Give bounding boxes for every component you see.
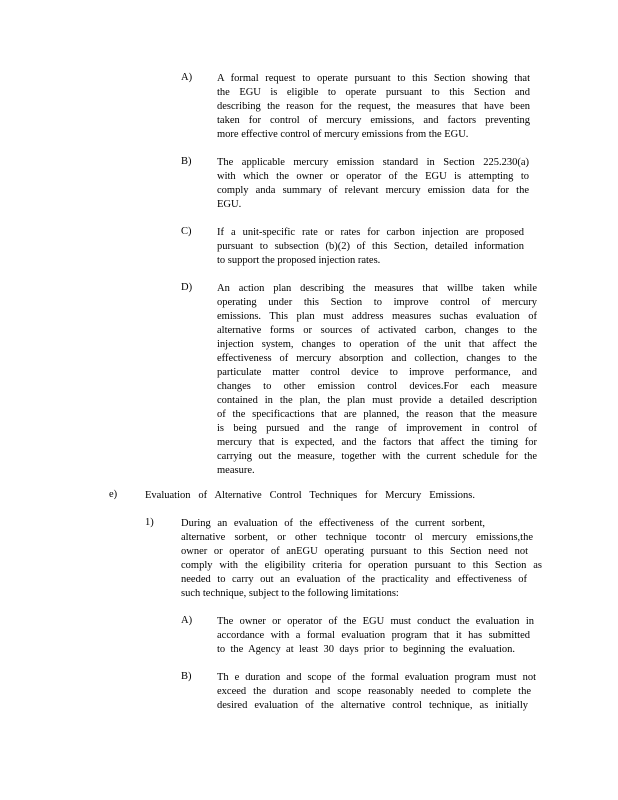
text-line: more effective control of mercury emissions from the EGU. (217, 129, 469, 140)
text-line: to support the proposed injection rates. (217, 255, 381, 266)
text-line: Th e duration and scope of the formal evaluation program must not (217, 672, 536, 683)
text-line: effectiveness of mercury absorption and collection, changes to the (217, 353, 537, 364)
text-line: The owner or operator of the EGU must conduct the evaluation in (217, 616, 534, 627)
item-text (217, 156, 529, 212)
text-line: Evaluation of Alternative Control Techniques for Mercury Emissions. (145, 490, 475, 501)
text-line: emissions. This plan must address measures suchas evaluation of (217, 311, 537, 322)
item-text (217, 72, 530, 142)
text-line: An action plan describing the measures that willbe taken while (217, 283, 537, 294)
text-line: pursuant to subsection (b)(2) of this Section, detailed information (217, 241, 524, 252)
text-line: owner or operator of anEGU operating pursuant to this Section need not (181, 546, 528, 557)
text-line: is being pursued and the range of improvement in control of (217, 423, 537, 434)
text-line: operating under this Section to improve control of mercury (217, 297, 537, 308)
text-line: carrying out the measure, together with the current schedule for the (217, 451, 537, 462)
text-line: changes to other emission control devices.For each measure (217, 381, 537, 392)
text-line: comply anda summary of relevant mercury emission data for the (217, 185, 529, 196)
text-line: exceed the duration and scope reasonably needed to complete the (217, 686, 531, 697)
text-line: comply with the eligibility criteria for operation pursuant to this Section as (181, 560, 542, 571)
text-line: to the Agency at least 30 days prior to beginning the evaluation. (217, 644, 515, 655)
text-line: with which the owner or operator of the EGU is attempting to (217, 171, 529, 182)
text-line: measure. (217, 465, 255, 476)
text-line: During an evaluation of the effectiveness of the current sorbent, (181, 518, 485, 529)
item-label: A) (181, 72, 193, 83)
item-label: B) (181, 156, 192, 167)
text-line: injection system, changes to operation of the unit that affect the (217, 339, 537, 350)
text-line: The applicable mercury emission standard in Section 225.230(a) (217, 157, 529, 168)
text-line: needed to carry out an evaluation of the practicality and effectiveness of (181, 574, 527, 585)
text-line: taken for control of mercury emissions, and factors preventing (217, 115, 530, 126)
item-label: B) (181, 671, 192, 682)
text-line: the EGU is eligible to operate pursuant to this Section and (217, 87, 530, 98)
text-line: If a unit-specific rate or rates for carbon injection are proposed (217, 227, 524, 238)
item-text (217, 282, 537, 478)
item-text (217, 226, 524, 268)
text-line: EGU. (217, 199, 242, 210)
text-line: accordance with a formal evaluation program that it has submitted (217, 630, 530, 641)
item-label: C) (181, 226, 192, 237)
item-label: A) (181, 615, 193, 626)
text-line: mercury that is expected, and the factors that affect the timing for (217, 437, 537, 448)
text-line: A formal request to operate pursuant to this Section showing that (217, 73, 530, 84)
text-line: particulate matter control device to improve performance, and (217, 367, 537, 378)
item-text (181, 517, 542, 601)
section-label: e) (109, 489, 118, 500)
text-line: desired evaluation of the alternative control technique, as initially (217, 700, 528, 711)
item-label: D) (181, 282, 193, 293)
item-text (217, 615, 534, 657)
item-text (217, 671, 536, 713)
text-line: contained in the plan, the plan must provide a detailed description (217, 395, 537, 406)
item-label: 1) (145, 517, 154, 528)
text-line: such technique, subject to the following limitations: (181, 588, 399, 599)
section-title (145, 489, 475, 503)
text-line: alternative forms or sources of activated carbon, changes to the (217, 325, 537, 336)
text-line: describing the reason for the request, the measures that have been (217, 101, 530, 112)
text-line: of the specificactions that are planned, the reason that the measure (217, 409, 537, 420)
text-line: alternative sorbent, or other technique tocontr ol mercury emissions,the (181, 532, 533, 543)
